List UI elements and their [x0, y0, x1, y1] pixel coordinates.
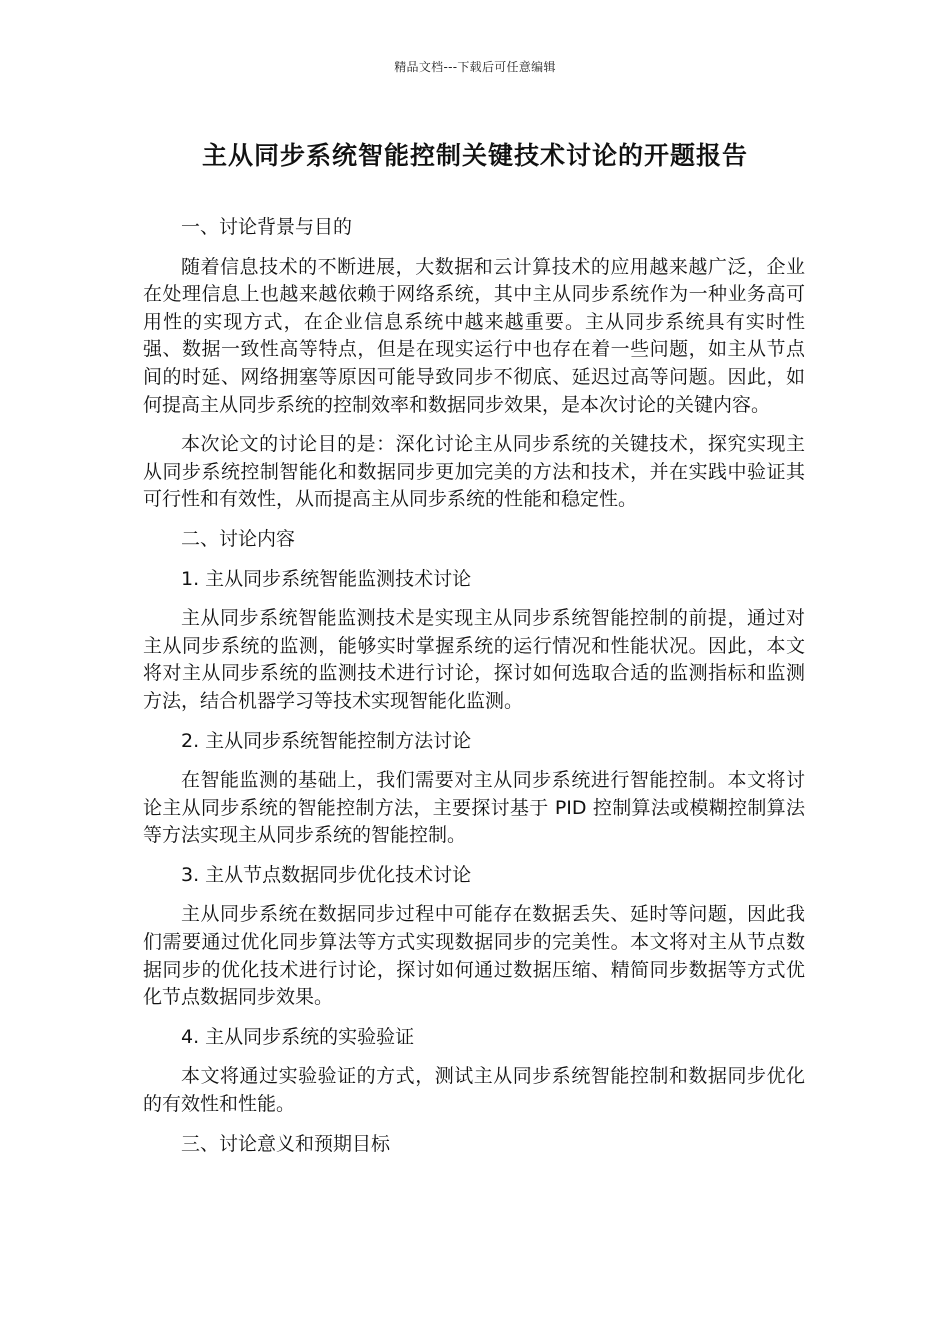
document-title: 主从同步系统智能控制关键技术讨论的开题报告	[201, 141, 748, 170]
paragraph-purpose: 本次论文的讨论目的是：深化讨论主从同步系统的关键技术，探究实现主从同步系统控制智能化和数据同步更加完美的方法和技术，并在实践中验证其可行性和有效性，从而提高主从同步系统的性能和稳定性。	[143, 433, 805, 511]
section-heading-significance: 三、讨论意义和预期目标	[181, 1132, 391, 1155]
paragraph-sync-optimization: 主从同步系统在数据同步过程中可能存在数据丢失、延时等问题，因此我们需要通过优化同步算法等方式实现数据同步的完美性。本文将对主从节点数据同步的优化技术进行讨论，探讨如何通过数据压缩、精简同步数据等方式优化节点数据同步效果。	[143, 903, 805, 1009]
paragraph-experiment: 本文将通过实验验证的方式，测试主从同步系统智能控制和数据同步优化的有效性和性能。	[143, 1065, 805, 1116]
section-heading-background: 一、讨论背景与目的	[181, 216, 353, 238]
page-header-watermark: 精品文档---下载后可任意编辑	[394, 60, 556, 74]
section-heading-content: 二、讨论内容	[181, 527, 296, 550]
subsection-heading-experiment: 4. 主从同步系统的实验验证	[181, 1025, 415, 1048]
paragraph-control: 在智能监测的基础上，我们需要对主从同步系统进行智能控制。本文将讨论主从同步系统的智能控制方法，主要探讨基于 PID 控制算法或模糊控制算法等方法实现主从同步系统的智能控制。	[143, 769, 805, 847]
paragraph-background: 随着信息技术的不断进展，大数据和云计算技术的应用越来越广泛，企业在处理信息上也越来越依赖于网络系统，其中主从同步系统作为一种业务高可用性的实现方式，在企业信息系统中越来越重要。主从同步系统具有实时性强、数据一致性高等特点，但是在现实运行中也存在着一些问题，如主从节点间的时延、网络拥塞等原因可能导致同步不彻底、延迟过高等问题。因此，如何提高主从同步系统的控制效率和数据同步效果，是本次讨论的关键内容。	[143, 255, 805, 416]
paragraph-monitoring: 主从同步系统智能监测技术是实现主从同步系统智能控制的前提，通过对主从同步系统的监测，能够实时掌握系统的运行情况和性能状况。因此，本文将对主从同步系统的监测技术进行讨论，探讨如何选取合适的监测指标和监测方法，结合机器学习等技术实现智能化监测。	[143, 607, 805, 712]
subsection-heading-sync-optimization: 3. 主从节点数据同步优化技术讨论	[181, 863, 472, 886]
subsection-heading-control: 2. 主从同步系统智能控制方法讨论	[181, 729, 472, 752]
document-body	[143, 214, 805, 1170]
subsection-heading-monitoring: 1. 主从同步系统智能监测技术讨论	[181, 567, 472, 590]
